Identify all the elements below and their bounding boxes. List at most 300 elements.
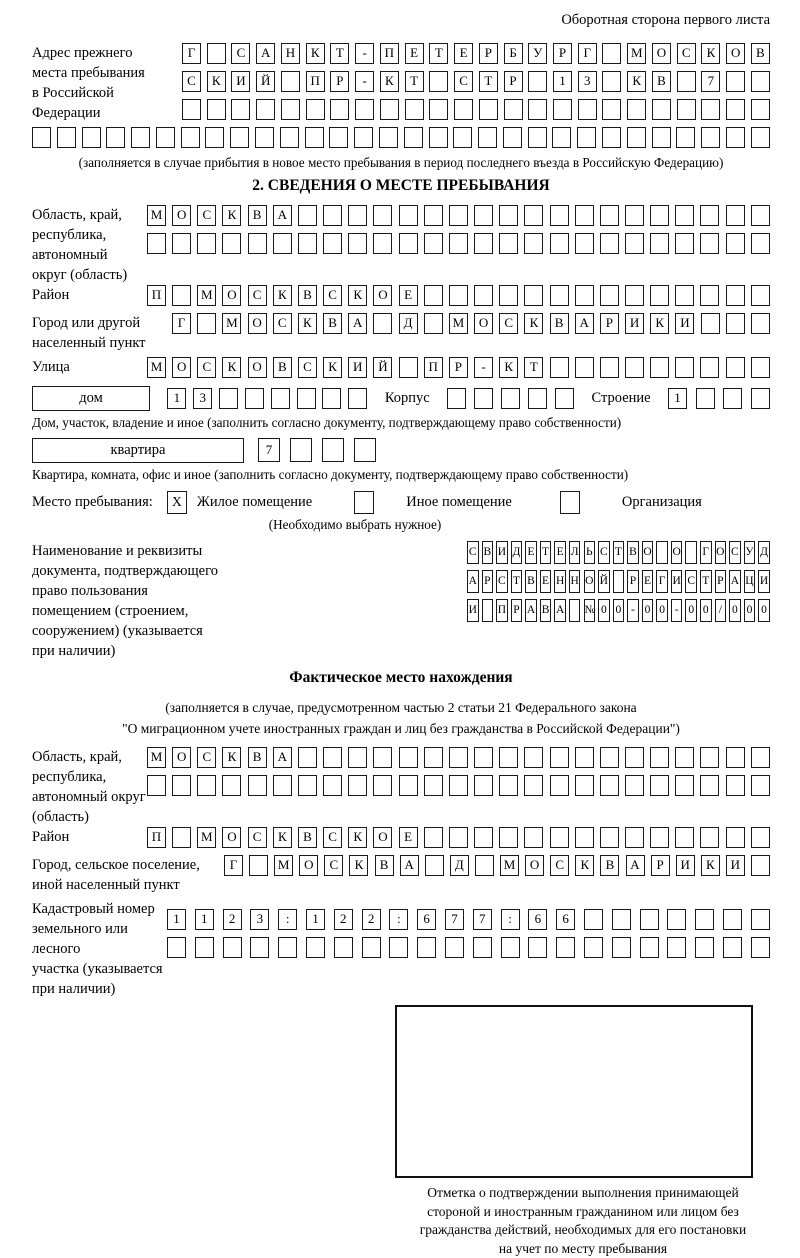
char-box[interactable] — [424, 775, 443, 796]
char-box[interactable]: О — [222, 827, 241, 848]
char-box[interactable] — [723, 937, 742, 958]
char-box[interactable] — [640, 937, 659, 958]
char-box[interactable] — [677, 71, 696, 92]
char-box[interactable]: - — [627, 599, 639, 622]
char-box[interactable] — [425, 855, 444, 876]
char-box[interactable] — [429, 127, 448, 148]
char-box[interactable] — [348, 775, 367, 796]
char-box[interactable] — [528, 71, 547, 92]
char-box[interactable] — [354, 127, 373, 148]
char-box[interactable]: С — [499, 313, 518, 334]
char-box[interactable]: 2 — [362, 909, 381, 930]
char-box[interactable] — [474, 775, 493, 796]
char-box[interactable]: В — [375, 855, 394, 876]
char-box[interactable] — [675, 285, 694, 306]
char-box[interactable] — [578, 99, 597, 120]
char-box[interactable] — [447, 388, 466, 409]
char-box[interactable] — [685, 541, 697, 564]
char-box[interactable]: К — [306, 43, 325, 64]
char-box[interactable] — [474, 747, 493, 768]
char-box[interactable]: Й — [256, 71, 275, 92]
char-box[interactable]: И — [231, 71, 250, 92]
char-box[interactable] — [474, 205, 493, 226]
char-box[interactable]: 1 — [167, 909, 186, 930]
char-box[interactable]: Ц — [744, 570, 756, 593]
char-box[interactable] — [602, 43, 621, 64]
char-box[interactable]: И — [467, 599, 479, 622]
char-box[interactable] — [379, 127, 398, 148]
char-box[interactable]: Л — [569, 541, 581, 564]
char-box[interactable]: О — [172, 205, 191, 226]
char-box[interactable] — [600, 233, 619, 254]
char-box[interactable]: К — [380, 71, 399, 92]
char-box[interactable]: О — [726, 43, 745, 64]
char-box[interactable]: - — [355, 71, 374, 92]
char-box[interactable] — [575, 827, 594, 848]
char-box[interactable] — [281, 71, 300, 92]
char-box[interactable]: А — [626, 855, 645, 876]
char-box[interactable] — [650, 775, 669, 796]
stay-type-checkbox-residential[interactable]: X — [167, 491, 187, 514]
char-box[interactable]: Р — [511, 599, 523, 622]
char-box[interactable]: 2 — [223, 909, 242, 930]
char-box[interactable] — [280, 127, 299, 148]
char-box[interactable] — [677, 99, 696, 120]
char-box[interactable]: С — [197, 747, 216, 768]
char-box[interactable] — [584, 937, 603, 958]
char-box[interactable]: 0 — [729, 599, 741, 622]
char-box[interactable]: Р — [482, 570, 494, 593]
char-box[interactable]: Й — [373, 357, 392, 378]
char-box[interactable] — [474, 233, 493, 254]
char-box[interactable]: Г — [656, 570, 668, 593]
char-box[interactable] — [751, 909, 770, 930]
char-box[interactable] — [297, 388, 316, 409]
char-box[interactable]: Д — [758, 541, 770, 564]
char-box[interactable] — [172, 285, 191, 306]
char-box[interactable] — [726, 205, 745, 226]
char-box[interactable]: / — [715, 599, 727, 622]
char-box[interactable]: А — [575, 313, 594, 334]
char-box[interactable] — [700, 827, 719, 848]
char-box[interactable]: Р — [479, 43, 498, 64]
char-box[interactable]: 3 — [578, 71, 597, 92]
char-box[interactable]: : — [278, 909, 297, 930]
char-box[interactable]: 3 — [250, 909, 269, 930]
char-box[interactable] — [445, 937, 464, 958]
char-box[interactable]: О — [652, 43, 671, 64]
char-box[interactable]: И — [758, 570, 770, 593]
char-box[interactable] — [676, 127, 695, 148]
char-box[interactable]: К — [701, 855, 720, 876]
char-box[interactable] — [550, 205, 569, 226]
char-box[interactable] — [751, 99, 770, 120]
char-box[interactable] — [355, 99, 374, 120]
char-box[interactable]: № — [584, 599, 596, 622]
char-box[interactable] — [504, 99, 523, 120]
char-box[interactable]: Б — [504, 43, 523, 64]
char-box[interactable] — [429, 99, 448, 120]
char-box[interactable] — [172, 827, 191, 848]
char-box[interactable] — [167, 937, 186, 958]
char-box[interactable] — [273, 775, 292, 796]
char-box[interactable]: Е — [399, 285, 418, 306]
char-box[interactable]: Т — [479, 71, 498, 92]
char-box[interactable] — [197, 233, 216, 254]
char-box[interactable]: Т — [540, 541, 552, 564]
char-box[interactable] — [701, 99, 720, 120]
char-box[interactable] — [57, 127, 76, 148]
char-box[interactable]: 7 — [445, 909, 464, 930]
char-box[interactable] — [726, 747, 745, 768]
char-box[interactable] — [528, 388, 547, 409]
char-box[interactable]: В — [525, 570, 537, 593]
char-box[interactable]: 0 — [642, 599, 654, 622]
char-box[interactable] — [348, 747, 367, 768]
char-box[interactable]: 1 — [167, 388, 186, 409]
char-box[interactable]: Ь — [584, 541, 596, 564]
char-box[interactable]: Г — [700, 541, 712, 564]
char-box[interactable] — [751, 357, 770, 378]
char-box[interactable] — [667, 937, 686, 958]
char-box[interactable] — [322, 438, 344, 462]
char-box[interactable]: П — [147, 285, 166, 306]
char-box[interactable] — [569, 599, 581, 622]
char-box[interactable] — [751, 747, 770, 768]
char-box[interactable]: М — [500, 855, 519, 876]
char-box[interactable] — [650, 233, 669, 254]
char-box[interactable] — [524, 233, 543, 254]
char-box[interactable]: Р — [330, 71, 349, 92]
char-box[interactable] — [474, 388, 493, 409]
char-box[interactable] — [255, 127, 274, 148]
char-box[interactable] — [602, 71, 621, 92]
char-box[interactable] — [723, 388, 742, 409]
char-box[interactable]: С — [182, 71, 201, 92]
char-box[interactable]: Й — [598, 570, 610, 593]
char-box[interactable] — [449, 775, 468, 796]
char-box[interactable] — [552, 127, 571, 148]
char-box[interactable] — [528, 127, 547, 148]
char-box[interactable] — [281, 99, 300, 120]
char-box[interactable] — [248, 233, 267, 254]
char-box[interactable] — [640, 909, 659, 930]
char-box[interactable]: К — [273, 285, 292, 306]
char-box[interactable]: С — [454, 71, 473, 92]
char-box[interactable]: О — [373, 285, 392, 306]
char-box[interactable]: Е — [642, 570, 654, 593]
char-box[interactable] — [399, 357, 418, 378]
char-box[interactable] — [751, 71, 770, 92]
char-box[interactable] — [156, 127, 175, 148]
char-box[interactable]: С — [685, 570, 697, 593]
char-box[interactable] — [612, 937, 631, 958]
char-box[interactable]: С — [323, 827, 342, 848]
char-box[interactable] — [501, 388, 520, 409]
char-box[interactable] — [322, 388, 341, 409]
char-box[interactable] — [306, 937, 325, 958]
char-box[interactable]: П — [424, 357, 443, 378]
char-box[interactable]: 3 — [193, 388, 212, 409]
char-box[interactable] — [751, 285, 770, 306]
char-box[interactable] — [249, 855, 268, 876]
char-box[interactable]: М — [147, 357, 166, 378]
char-box[interactable]: П — [147, 827, 166, 848]
char-box[interactable]: К — [298, 313, 317, 334]
char-box[interactable] — [652, 127, 671, 148]
char-box[interactable] — [479, 99, 498, 120]
char-box[interactable] — [550, 827, 569, 848]
char-box[interactable] — [32, 127, 51, 148]
char-box[interactable] — [751, 775, 770, 796]
char-box[interactable] — [205, 127, 224, 148]
char-box[interactable] — [625, 233, 644, 254]
char-box[interactable] — [602, 99, 621, 120]
char-box[interactable] — [219, 388, 238, 409]
char-box[interactable] — [577, 127, 596, 148]
char-box[interactable] — [306, 99, 325, 120]
char-box[interactable] — [499, 775, 518, 796]
char-box[interactable] — [701, 313, 720, 334]
char-box[interactable] — [182, 99, 201, 120]
char-box[interactable] — [449, 827, 468, 848]
char-box[interactable] — [627, 127, 646, 148]
char-box[interactable] — [700, 285, 719, 306]
char-box[interactable]: П — [380, 43, 399, 64]
char-box[interactable] — [348, 388, 367, 409]
char-box[interactable]: К — [222, 205, 241, 226]
char-box[interactable]: И — [348, 357, 367, 378]
char-box[interactable]: С — [231, 43, 250, 64]
char-box[interactable] — [499, 205, 518, 226]
char-box[interactable]: Р — [651, 855, 670, 876]
char-box[interactable] — [695, 909, 714, 930]
char-box[interactable] — [473, 937, 492, 958]
char-box[interactable] — [602, 127, 621, 148]
char-box[interactable]: А — [525, 599, 537, 622]
char-box[interactable]: Р — [553, 43, 572, 64]
char-box[interactable]: У — [744, 541, 756, 564]
char-box[interactable] — [625, 357, 644, 378]
char-box[interactable]: Н — [554, 570, 566, 593]
char-box[interactable]: Т — [429, 43, 448, 64]
char-box[interactable] — [751, 205, 770, 226]
char-box[interactable] — [625, 775, 644, 796]
char-box[interactable] — [726, 71, 745, 92]
char-box[interactable] — [373, 205, 392, 226]
char-box[interactable] — [726, 285, 745, 306]
char-box[interactable]: 0 — [700, 599, 712, 622]
char-box[interactable] — [751, 855, 770, 876]
char-box[interactable]: С — [729, 541, 741, 564]
char-box[interactable]: В — [482, 541, 494, 564]
char-box[interactable]: М — [627, 43, 646, 64]
char-box[interactable] — [417, 937, 436, 958]
char-box[interactable]: М — [274, 855, 293, 876]
char-box[interactable] — [424, 827, 443, 848]
char-box[interactable] — [399, 205, 418, 226]
char-box[interactable]: А — [273, 747, 292, 768]
char-box[interactable] — [147, 233, 166, 254]
char-box[interactable] — [197, 775, 216, 796]
char-box[interactable] — [334, 937, 353, 958]
char-box[interactable] — [625, 827, 644, 848]
char-box[interactable] — [625, 747, 644, 768]
char-box[interactable] — [751, 827, 770, 848]
char-box[interactable] — [556, 937, 575, 958]
char-box[interactable] — [726, 233, 745, 254]
char-box[interactable] — [625, 205, 644, 226]
char-box[interactable] — [248, 775, 267, 796]
char-box[interactable]: Д — [450, 855, 469, 876]
char-box[interactable] — [501, 937, 520, 958]
char-box[interactable] — [298, 747, 317, 768]
char-box[interactable] — [503, 127, 522, 148]
char-box[interactable]: 1 — [668, 388, 687, 409]
char-box[interactable] — [675, 357, 694, 378]
char-box[interactable] — [550, 747, 569, 768]
char-box[interactable] — [524, 747, 543, 768]
char-box[interactable]: А — [348, 313, 367, 334]
char-box[interactable] — [245, 388, 264, 409]
char-box[interactable] — [181, 127, 200, 148]
char-box[interactable] — [700, 357, 719, 378]
char-box[interactable] — [298, 775, 317, 796]
char-box[interactable]: Н — [281, 43, 300, 64]
char-box[interactable] — [449, 747, 468, 768]
char-box[interactable] — [256, 99, 275, 120]
char-box[interactable]: К — [207, 71, 226, 92]
char-box[interactable]: О — [715, 541, 727, 564]
char-box[interactable] — [298, 233, 317, 254]
char-box[interactable]: 6 — [556, 909, 575, 930]
char-box[interactable]: 0 — [613, 599, 625, 622]
char-box[interactable]: С — [273, 313, 292, 334]
char-box[interactable] — [172, 775, 191, 796]
char-box[interactable] — [726, 357, 745, 378]
char-box[interactable] — [380, 99, 399, 120]
char-box[interactable] — [584, 909, 603, 930]
char-box[interactable] — [404, 127, 423, 148]
char-box[interactable] — [553, 99, 572, 120]
char-box[interactable]: М — [222, 313, 241, 334]
char-box[interactable] — [323, 205, 342, 226]
char-box[interactable] — [550, 357, 569, 378]
char-box[interactable] — [600, 357, 619, 378]
char-box[interactable] — [330, 99, 349, 120]
char-box[interactable] — [700, 775, 719, 796]
char-box[interactable]: М — [197, 827, 216, 848]
char-box[interactable] — [701, 127, 720, 148]
char-box[interactable]: О — [525, 855, 544, 876]
char-box[interactable]: 0 — [656, 599, 668, 622]
char-box[interactable] — [528, 937, 547, 958]
char-box[interactable] — [278, 937, 297, 958]
char-box[interactable] — [524, 775, 543, 796]
char-box[interactable]: 6 — [417, 909, 436, 930]
char-box[interactable]: С — [677, 43, 696, 64]
char-box[interactable]: В — [652, 71, 671, 92]
char-box[interactable]: - — [355, 43, 374, 64]
char-box[interactable] — [273, 233, 292, 254]
char-box[interactable]: 1 — [553, 71, 572, 92]
char-box[interactable]: К — [348, 827, 367, 848]
char-box[interactable]: С — [467, 541, 479, 564]
char-box[interactable]: О — [172, 357, 191, 378]
char-box[interactable]: О — [222, 285, 241, 306]
char-box[interactable]: Т — [330, 43, 349, 64]
char-box[interactable]: Т — [613, 541, 625, 564]
char-box[interactable] — [362, 937, 381, 958]
char-box[interactable]: К — [499, 357, 518, 378]
char-box[interactable] — [424, 747, 443, 768]
char-box[interactable]: К — [627, 71, 646, 92]
char-box[interactable] — [449, 233, 468, 254]
char-box[interactable] — [726, 313, 745, 334]
char-box[interactable] — [207, 99, 226, 120]
char-box[interactable] — [405, 99, 424, 120]
char-box[interactable] — [675, 747, 694, 768]
char-box[interactable] — [373, 775, 392, 796]
char-box[interactable]: В — [550, 313, 569, 334]
char-box[interactable] — [696, 388, 715, 409]
char-box[interactable] — [106, 127, 125, 148]
char-box[interactable]: Д — [511, 541, 523, 564]
stay-type-checkbox-organization[interactable] — [560, 491, 580, 514]
char-box[interactable]: О — [248, 357, 267, 378]
char-box[interactable]: Р — [627, 570, 639, 593]
char-box[interactable] — [550, 285, 569, 306]
char-box[interactable] — [652, 99, 671, 120]
char-box[interactable] — [348, 205, 367, 226]
char-box[interactable]: В — [298, 827, 317, 848]
char-box[interactable] — [207, 43, 226, 64]
char-box[interactable]: Т — [700, 570, 712, 593]
char-box[interactable] — [424, 205, 443, 226]
char-box[interactable] — [82, 127, 101, 148]
char-box[interactable] — [612, 909, 631, 930]
char-box[interactable] — [675, 775, 694, 796]
char-box[interactable]: Е — [540, 570, 552, 593]
char-box[interactable] — [271, 388, 290, 409]
char-box[interactable] — [424, 233, 443, 254]
char-box[interactable] — [290, 438, 312, 462]
char-box[interactable]: М — [449, 313, 468, 334]
char-box[interactable]: Р — [600, 313, 619, 334]
char-box[interactable] — [656, 541, 668, 564]
char-box[interactable]: Д — [399, 313, 418, 334]
char-box[interactable]: К — [222, 357, 241, 378]
char-box[interactable] — [575, 205, 594, 226]
char-box[interactable]: Т — [511, 570, 523, 593]
char-box[interactable]: И — [625, 313, 644, 334]
char-box[interactable]: 7 — [258, 438, 280, 462]
char-box[interactable] — [222, 233, 241, 254]
char-box[interactable] — [650, 357, 669, 378]
char-box[interactable] — [373, 313, 392, 334]
char-box[interactable] — [726, 827, 745, 848]
char-box[interactable]: С — [550, 855, 569, 876]
char-box[interactable] — [197, 313, 216, 334]
char-box[interactable]: : — [389, 909, 408, 930]
char-box[interactable]: В — [248, 747, 267, 768]
char-box[interactable]: 7 — [473, 909, 492, 930]
char-box[interactable] — [389, 937, 408, 958]
char-box[interactable]: 0 — [744, 599, 756, 622]
char-box[interactable]: - — [671, 599, 683, 622]
char-box[interactable] — [499, 747, 518, 768]
char-box[interactable]: Т — [405, 71, 424, 92]
